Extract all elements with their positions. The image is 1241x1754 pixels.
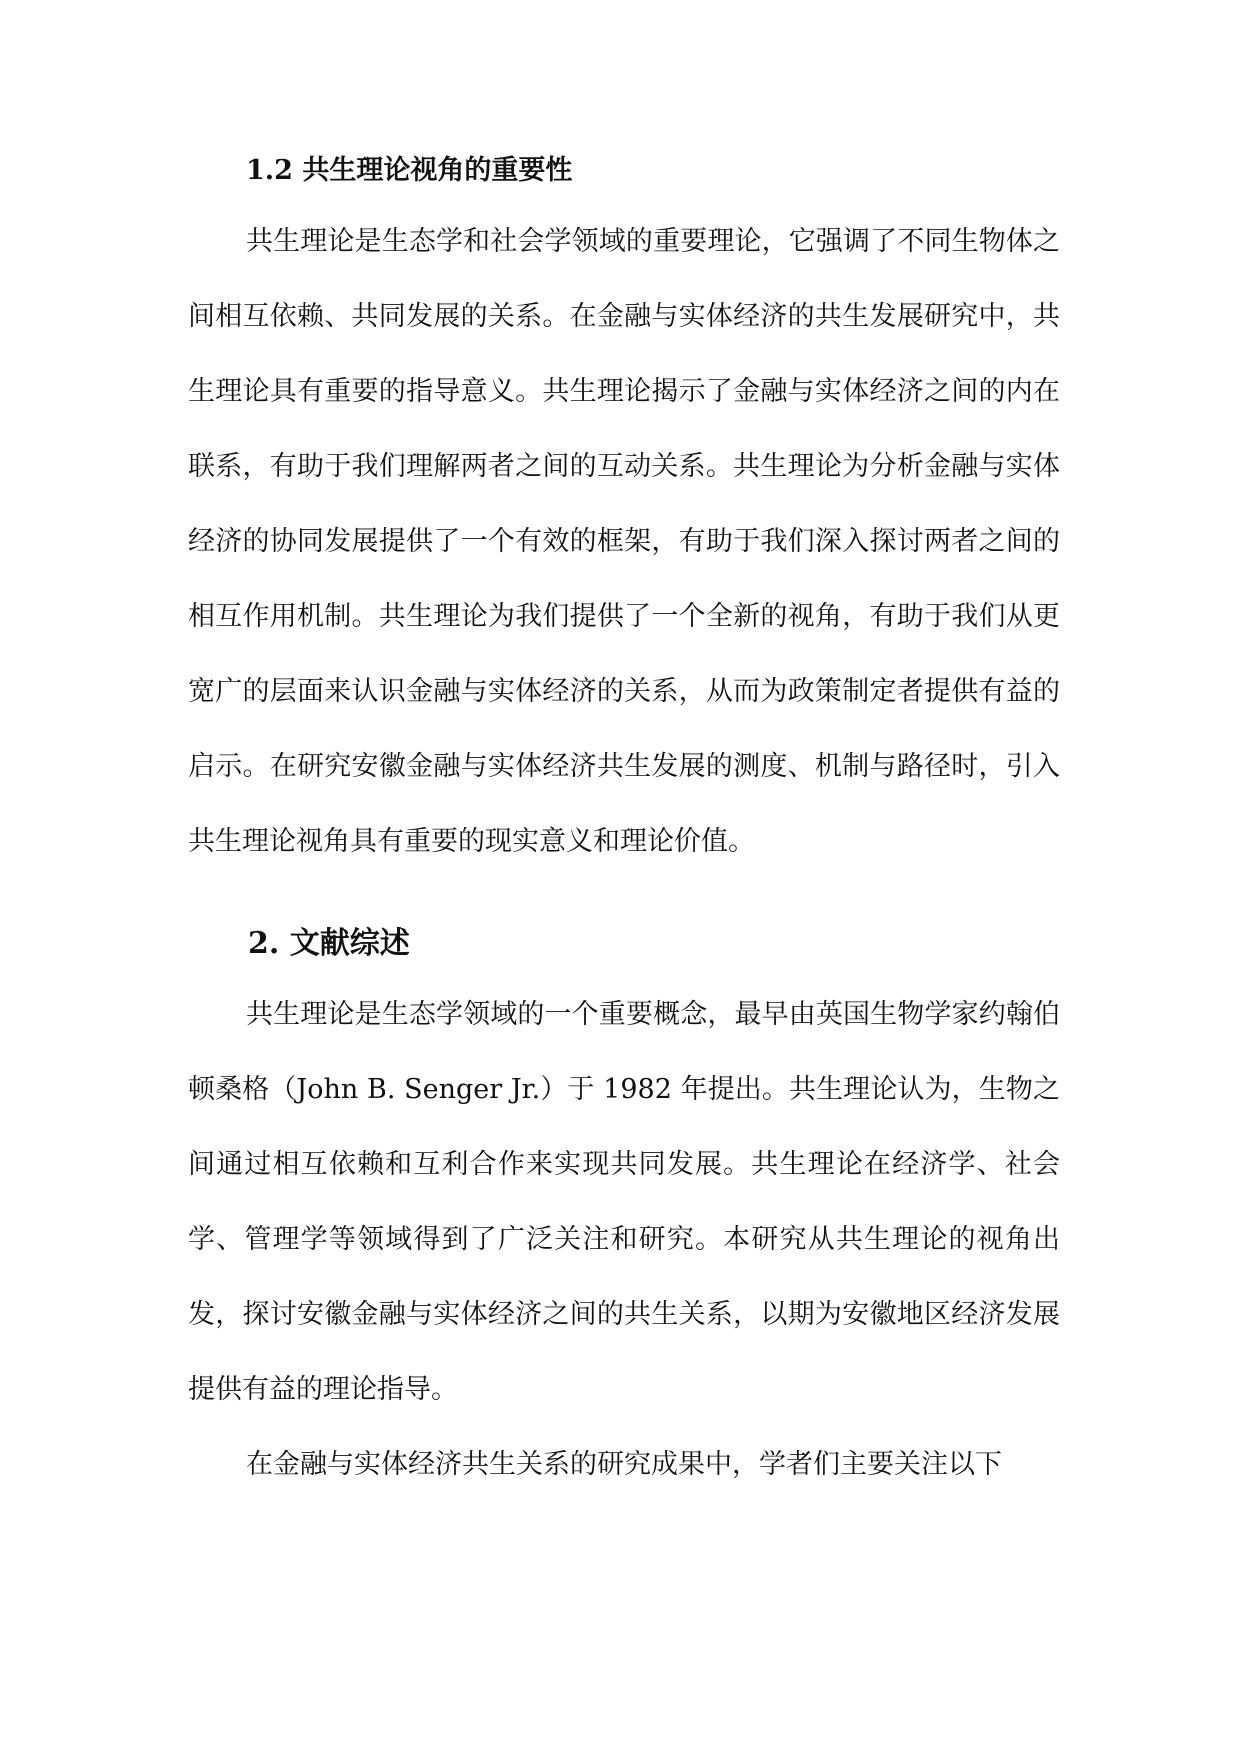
section-heading-1-2: 1.2 共生理论视角的重要性	[246, 155, 573, 186]
page-content	[188, 138, 1060, 1502]
paragraph-symbiosis-importance: 共生理论是生态学和社会学领域的重要理论，它强调了不同生物体之间相互依赖、共同发展的关系。在金融与实体经济的共生发展研究中，共生理论具有重要的指导意义。共生理论揭示了金融与实体经济之间的内在联系，有助于我们理解两者之间的互动关系。共生理论为分析金融与实体经济的协同发展提供了一个有效的框架，有助于我们深入探讨两者之间的相互作用机制。共生理论为我们提供了一个全新的视角，有助于我们从更宽广的层面来认识金融与实体经济的关系，从而为政策制定者提供有益的启示。在研究安徽金融与实体经济共生发展的测度、机制与路径时，引入共生理论视角具有重要的现实意义和理论价值。	[188, 226, 1060, 857]
section-heading-2-literature-review: 2. 文献综述	[248, 926, 410, 961]
paragraph-literature-review: 共生理论是生态学领域的一个重要概念，最早由英国生物学家约翰伯顿桑格（John B. Senger Jr.）于 1982 年提出。共生理论认为，生物之间通过相互依赖和互利合作来实现共同发展。共生理论在经济学、社会学、管理学等领域得到了广泛关注和研究。本研究从共生理论的视角出发，探讨安徽金融与实体经济之间的共生关系，以期为安徽地区经济发展提供有益的理论指导。	[188, 999, 1060, 1405]
paragraph-research-focus: 在金融与实体经济共生关系的研究成果中，学者们主要关注以下	[246, 1449, 1002, 1480]
